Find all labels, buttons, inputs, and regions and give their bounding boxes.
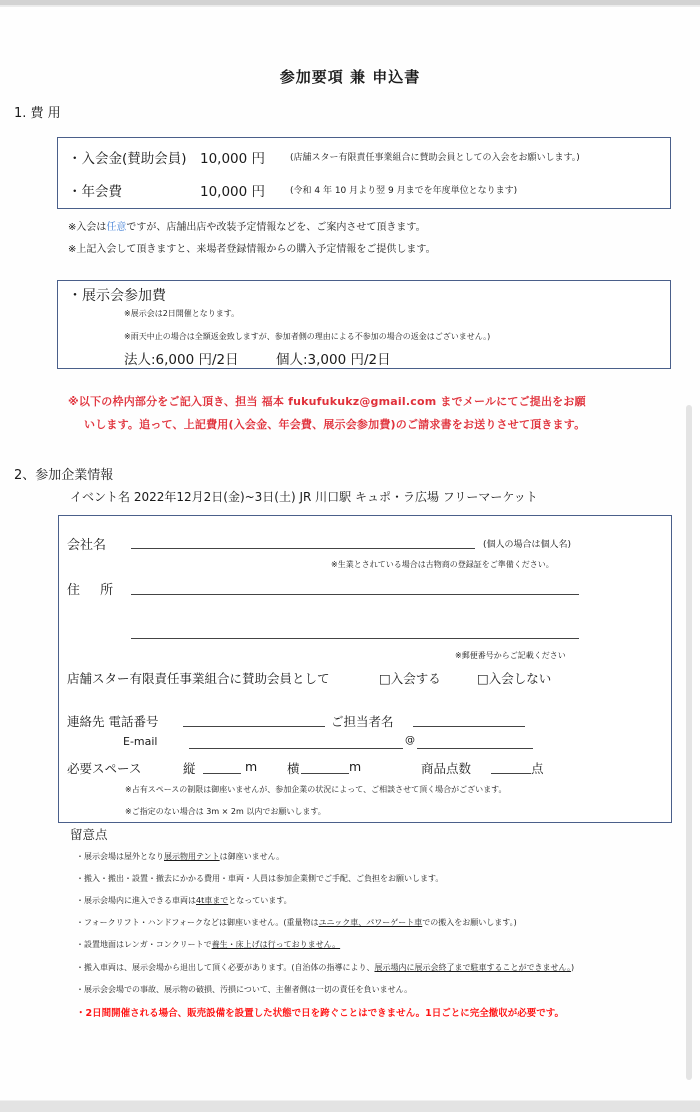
top-edge-strip (0, 0, 700, 7)
annual-fee-note: (令和 4 年 10 月より翌 9 月までを年度単位となります) (290, 186, 518, 196)
join-checkbox[interactable]: □入会する (379, 671, 441, 686)
remark-text: ) (570, 963, 575, 972)
items-count-input-line[interactable] (491, 773, 531, 774)
remark-item (76, 984, 412, 995)
entry-fee-note: (店舗スター有限責任事業組合に賛助会員としての入会をお願いします。) (290, 153, 580, 163)
fees-box (57, 137, 671, 209)
section2-heading: 2、参加企業情報 (14, 468, 114, 483)
remark-text: ・搬入・搬出・設置・撤去にかかる費用・車両・人員は参加企業側でご手配、ご負担をお願いします。 (76, 874, 444, 883)
bottom-edge-strip (0, 1100, 700, 1112)
person-input-line[interactable] (413, 726, 525, 727)
space-note-2: ※ご指定のない場合は 3m × 2m 以内でお願いします。 (125, 807, 326, 816)
exhibit-fee-heading: ・展示会参加費 (68, 288, 166, 304)
remarks-warning: ・2日間開催される場合、販売設備を設置した状態で日を跨ぐことはできません。1日ごとに完全撤収が必要です。 (76, 1008, 565, 1019)
application-form-box (58, 515, 672, 823)
remark-underlined: 4t車まで (196, 896, 229, 905)
email-user-input-line[interactable] (189, 748, 403, 749)
remark-underlined: ユニック車、パワーゲート車 (318, 918, 423, 927)
email-domain-input-line[interactable] (417, 748, 533, 749)
items-count-unit: 点 (531, 761, 544, 776)
remark-text: ・展示会場は屋外となり (76, 852, 164, 861)
submission-instruction-line2: いします。追って、上記費用(入会金、年会費、展示会参加費)のご請求書をお送りさせて頂きます。 (84, 418, 586, 431)
annual-fee-label: ・年会費 (68, 184, 122, 200)
remark-item (76, 917, 517, 928)
remark-item (76, 895, 292, 906)
address-label: 住 所 (67, 583, 122, 598)
address-input-line-2[interactable] (131, 638, 579, 639)
exhibit-fee-box (57, 280, 671, 369)
scrollbar[interactable] (686, 405, 692, 1080)
contact-phone-label: 連絡先 電話番号 (67, 714, 159, 729)
width-input-line[interactable] (301, 773, 349, 774)
address-note: ※郵便番号からご記載ください (455, 651, 566, 660)
membership-note-1 (68, 218, 426, 233)
remark-item (76, 962, 574, 973)
membership-note-2: ※上記入会して頂きますと、来場者登録情報からの購入予定情報をご提供します。 (68, 244, 436, 255)
remark-text: となっています。 (228, 896, 292, 905)
remark-text: ・フォークリフト・ハンドフォークなどは御座いません。(重量物は (76, 918, 319, 927)
email-at-sign: @ (405, 735, 415, 746)
remark-underlined: 展示物用テント (164, 852, 220, 861)
remark-text: ・搬入車両は、展示会場から退出して頂く必要があります。(自治体の指導により、 (76, 963, 375, 972)
membership-note-1-prefix: ※入会は (68, 222, 107, 233)
annual-fee-amount: 10,000 円 (200, 184, 266, 200)
page-title: 参加要項 兼 申込書 (279, 68, 421, 86)
exhibit-note-1: ※展示会は2日開催となります。 (124, 309, 240, 318)
remark-text: ・展示会場内に進入できる車両は (76, 896, 196, 905)
remark-text: ・展示会会場での事故、展示物の破損、汚損について、主催者側は一切の責任を負いません。 (76, 985, 413, 994)
remark-item (76, 939, 340, 950)
remarks-heading: 留意点 (70, 827, 108, 842)
length-unit: m (245, 759, 258, 774)
width-label: 横 (287, 761, 300, 776)
entry-fee-amount: 10,000 円 (200, 151, 266, 167)
remark-text: での搬入をお願いします。) (422, 918, 517, 927)
company-note: (個人の場合は個人名) (483, 540, 572, 550)
width-unit: m (349, 759, 362, 774)
company-input-line[interactable] (131, 548, 475, 549)
space-label: 必要スペース (67, 761, 142, 776)
membership-note-1-highlight: 任意 (106, 222, 127, 233)
space-note-1: ※占有スペースの制限は御座いませんが、参加企業の状況によって、ご相談させて頂く場合がございます。 (125, 785, 507, 794)
email-label: E-mail (123, 735, 158, 748)
remark-underlined: 展示場内に展示会終了まで駐車することができません。 (374, 963, 571, 972)
company-label: 会社名 (67, 538, 107, 553)
remark-underlined: 養生・床上げは行っておりません。 (211, 940, 341, 949)
individual-fee: 個人:3,000 円/2日 (276, 352, 391, 368)
remark-text: ・設置地面はレンガ・コンクリートで (76, 940, 212, 949)
company-subnote: ※生業とされている場合は古物商の登録証をご準備ください。 (331, 560, 554, 569)
membership-note-1-suffix: ですが、店舗出店や改装予定情報などを、ご案内させて頂きます。 (126, 222, 426, 233)
submission-instruction-line1: ※以下の枠内部分をご記入頂き、担当 福本 fukufukukz@gmail.com までメールにてご提出をお願 (68, 395, 586, 408)
membership-question: 店舗スター有限責任事業組合に賛助会員として (67, 671, 330, 686)
phone-input-line[interactable] (183, 726, 325, 727)
person-in-charge-label: ご担当者名 (331, 714, 394, 729)
length-input-line[interactable] (203, 773, 241, 774)
not-join-checkbox[interactable]: □入会しない (477, 671, 552, 686)
items-count-label: 商品点数 (421, 761, 472, 776)
event-name: イベント名 2022年12月2日(金)~3日(土) JR 川口駅 キュポ・ラ広場 フリーマーケット (70, 490, 538, 504)
section1-heading: 1. 費 用 (14, 106, 61, 121)
length-label: 縦 (183, 761, 196, 776)
remark-text: は御座いません。 (219, 852, 285, 861)
address-input-line-1[interactable] (131, 594, 579, 595)
remark-item (76, 851, 284, 862)
remark-item (76, 873, 443, 884)
entry-fee-label: ・入会金(賛助会員) (68, 151, 187, 167)
exhibit-note-2: ※雨天中止の場合は全額返金致しますが、参加者側の理由による不参加の場合の返金はございません。) (124, 332, 491, 341)
corporate-fee: 法人:6,000 円/2日 (124, 352, 239, 368)
